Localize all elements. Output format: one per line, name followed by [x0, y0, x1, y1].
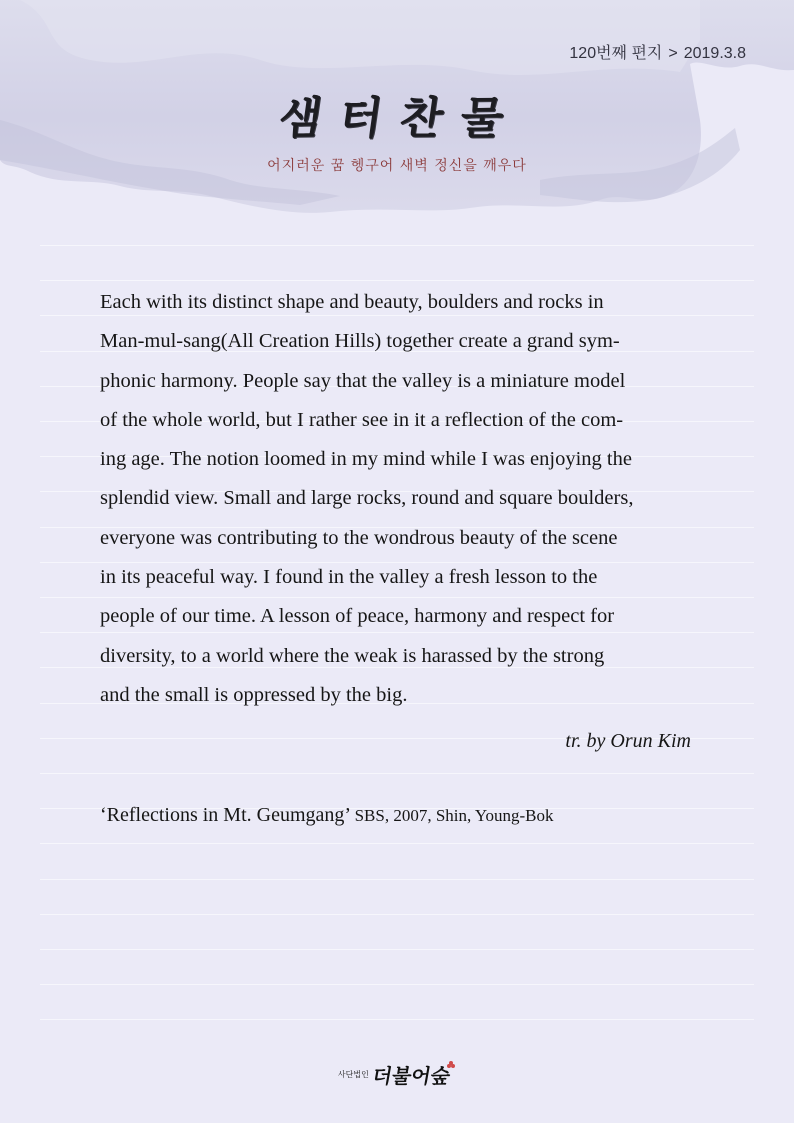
source-citation — [100, 804, 553, 827]
header-subtitle: 어지러운 꿈 헹구어 새벽 정신을 깨우다 — [267, 158, 527, 174]
letter-body — [100, 283, 694, 715]
body-line: diversity, to a world where the weak is harassed by the strong — [100, 644, 605, 667]
rule-line — [40, 245, 754, 246]
breadcrumb-separator: > — [668, 45, 678, 62]
translator-credit: tr. by Orun Kim — [565, 730, 691, 752]
calligraphy-title-logo: 샘터찬물 — [275, 93, 525, 144]
rule-line — [40, 843, 754, 844]
letter-number: 120번째 편지 — [569, 45, 663, 62]
rule-line — [40, 773, 754, 774]
rule-line — [40, 914, 754, 915]
body-line: ing age. The notion loomed in my mind while I was enjoying the — [100, 448, 632, 471]
body-line: Man-mul-sang(All Creation Hills) together create a grand sym- — [100, 330, 620, 353]
body-line: Each with its distinct shape and beauty, boulders and rocks in — [100, 291, 604, 313]
body-line: in its peaceful way. I found in the valley a fresh lesson to the — [100, 566, 598, 589]
footer-logo — [0, 1060, 794, 1089]
body-line: and the small is oppressed by the big. — [100, 683, 408, 706]
letter-date: 2019.3.8 — [683, 45, 746, 62]
footer-org-label: 사단법인 — [337, 1070, 369, 1079]
rule-line — [40, 879, 754, 880]
rule-line — [40, 280, 754, 281]
source-details: SBS, 2007, Shin, Young-Bok — [354, 806, 554, 825]
body-line: phonic harmony. People say that the valley is a miniature model — [100, 369, 626, 392]
footer-brand-name: 더불어숲 — [370, 1064, 452, 1088]
source-title: ‘Reflections in Mt. Geumgang’ — [100, 804, 350, 826]
body-line: everyone was contributing to the wondrous beauty of the scene — [100, 526, 618, 549]
rule-line — [40, 984, 754, 985]
rule-line — [40, 949, 754, 950]
rule-line — [40, 1019, 754, 1020]
body-line: of the whole world, but I rather see in it a reflection of the com- — [100, 408, 624, 431]
body-line: people of our time. A lesson of peace, harmony and respect for — [100, 605, 615, 628]
body-line: splendid view. Small and large rocks, round and square boulders, — [100, 487, 634, 510]
